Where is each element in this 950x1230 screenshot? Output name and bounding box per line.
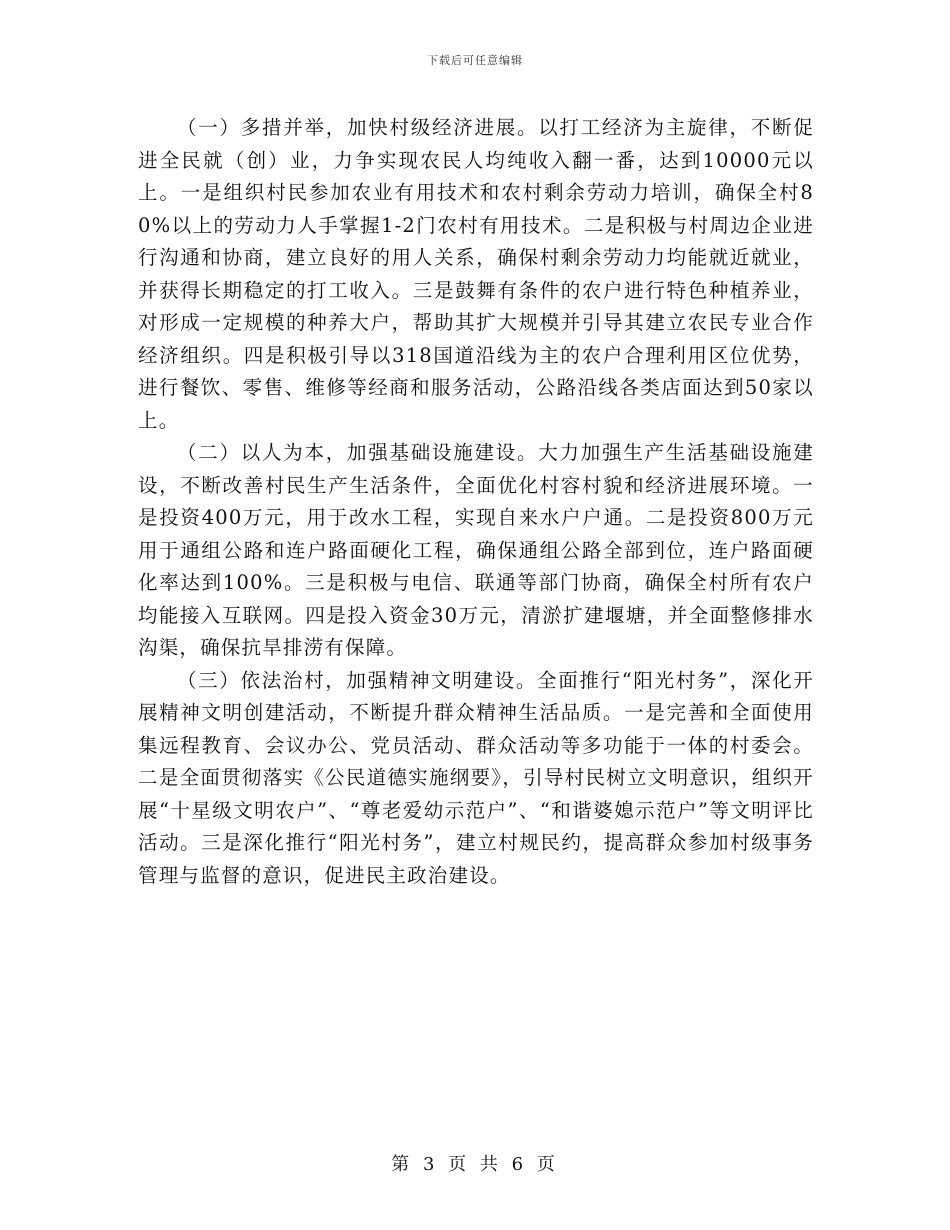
paragraph-economy: （一）多措并举，加快村级经济进展。以打工经济为主旋律，不断促进全民就（创）业，力争实现农民人均纯收入翻一番，达到10000元以上。一是组织村民参加农业有用技术和农村剩余劳动力培训，确保全村80%以上的劳动力人手掌握1-2门农村有用技术。二是积极与村周边企业进行沟通和协商，建立良好的用人关系，确保村剩余劳动力均能就近就业，并获得长期稳定的打工收入。三是鼓舞有条件的农户进行特色种植养业，对形成一定规模的种养大户，帮助其扩大规模并引导其建立农民专业合作经济组织。四是积极引导以318国道沿线为主的农户合理利用区位优势，进行餐饮、零售、维修等经商和服务活动，公路沿线各类店面达到50家以上。 [138, 116, 814, 432]
page-footer: 第 3 页 共 6 页 [391, 1154, 559, 1175]
paragraph-civilization: （三）依法治村，加强精神文明建设。全面推行“阳光村务”，深化开展精神文明创建活动，不断提升群众精神生活品质。一是完善和全面使用集远程教育、会议办公、党员活动、群众活动等多功能于一体的村委会。二是全面贯彻落实《公民道德实施纲要》，引导村民树立文明意识，组织开展“十星级文明农户”、“尊老爱幼示范户”、“和谐婆媳示范户”等文明评比活动。三是深化推行“阳光村务”，建立村规民约，提高群众参加村级事务管理与监督的意识，促进民主政治建设。 [138, 668, 814, 887]
paragraph-infrastructure: （二）以人为本，加强基础设施建设。大力加强生产生活基础设施建设，不断改善村民生产生活条件，全面优化村容村貌和经济进展环境。一是投资400万元，用于改水工程，实现自来水户户通。二是投资800万元用于通组公路和连户路面硬化工程，确保通组公路全部到位，连户路面硬化率达到100%。三是积极与电信、联通等部门协商，确保全村所有农户均能接入互联网。四是投入资金30万元，清淤扩建堰塘，并全面整修排水沟渠，确保抗旱排涝有保障。 [138, 441, 814, 659]
page-header: 下载后可任意编辑 [427, 54, 523, 67]
document-body [138, 112, 814, 892]
